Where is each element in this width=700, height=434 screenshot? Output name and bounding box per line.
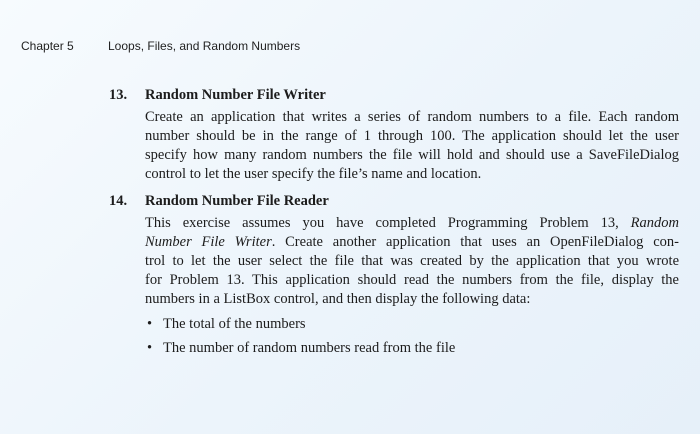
problem-14 bbox=[109, 192, 679, 363]
chapter-label: Chapter 5 bbox=[21, 39, 74, 53]
bullet-text: The number of random numbers read from the file bbox=[163, 340, 456, 356]
problem-number: 13. bbox=[109, 87, 128, 103]
body-text: This exercise assumes you have completed Programming Problem 13, bbox=[145, 215, 619, 231]
bullet-list bbox=[145, 315, 679, 358]
body-line: trol to let the user select the file that was created by the application that you wrote bbox=[145, 253, 679, 269]
body-line: specify how many random numbers the file will hold and should use a SaveFileDialog bbox=[145, 147, 679, 163]
body-line: numbers in a ListBox control, and then display the following data: bbox=[145, 291, 531, 307]
bullet-item bbox=[145, 315, 679, 334]
problem-header bbox=[109, 192, 679, 214]
problem-13 bbox=[109, 86, 679, 184]
problem-body bbox=[145, 214, 679, 309]
body-text: . Create another application that uses an OpenFileDialog con- bbox=[271, 234, 679, 250]
body-line: control to let the user specify the file’s name and location. bbox=[145, 166, 482, 182]
body-line: number should be in the range of 1 through 100. The application should let the user bbox=[145, 128, 679, 144]
problem-header bbox=[109, 86, 679, 108]
body-line: for Problem 13. This application should read the numbers from the file, display the bbox=[145, 272, 679, 288]
problem-title: Random Number File Reader bbox=[145, 193, 329, 209]
bullet-icon: • bbox=[147, 340, 153, 356]
bullet-icon: • bbox=[147, 316, 153, 332]
book-reference: Number File Writer bbox=[145, 234, 272, 250]
body-line: Create an application that writes a series of random numbers to a file. Each random bbox=[145, 109, 679, 125]
problem-body bbox=[145, 108, 679, 184]
body-line bbox=[145, 214, 679, 233]
problem-title: Random Number File Writer bbox=[145, 87, 326, 103]
chapter-title: Loops, Files, and Random Numbers bbox=[108, 39, 301, 53]
bullet-item bbox=[145, 339, 679, 358]
book-reference: Random bbox=[630, 215, 679, 231]
problem-number: 14. bbox=[109, 193, 128, 209]
bullet-text: The total of the numbers bbox=[163, 316, 306, 332]
body-line bbox=[145, 233, 679, 252]
